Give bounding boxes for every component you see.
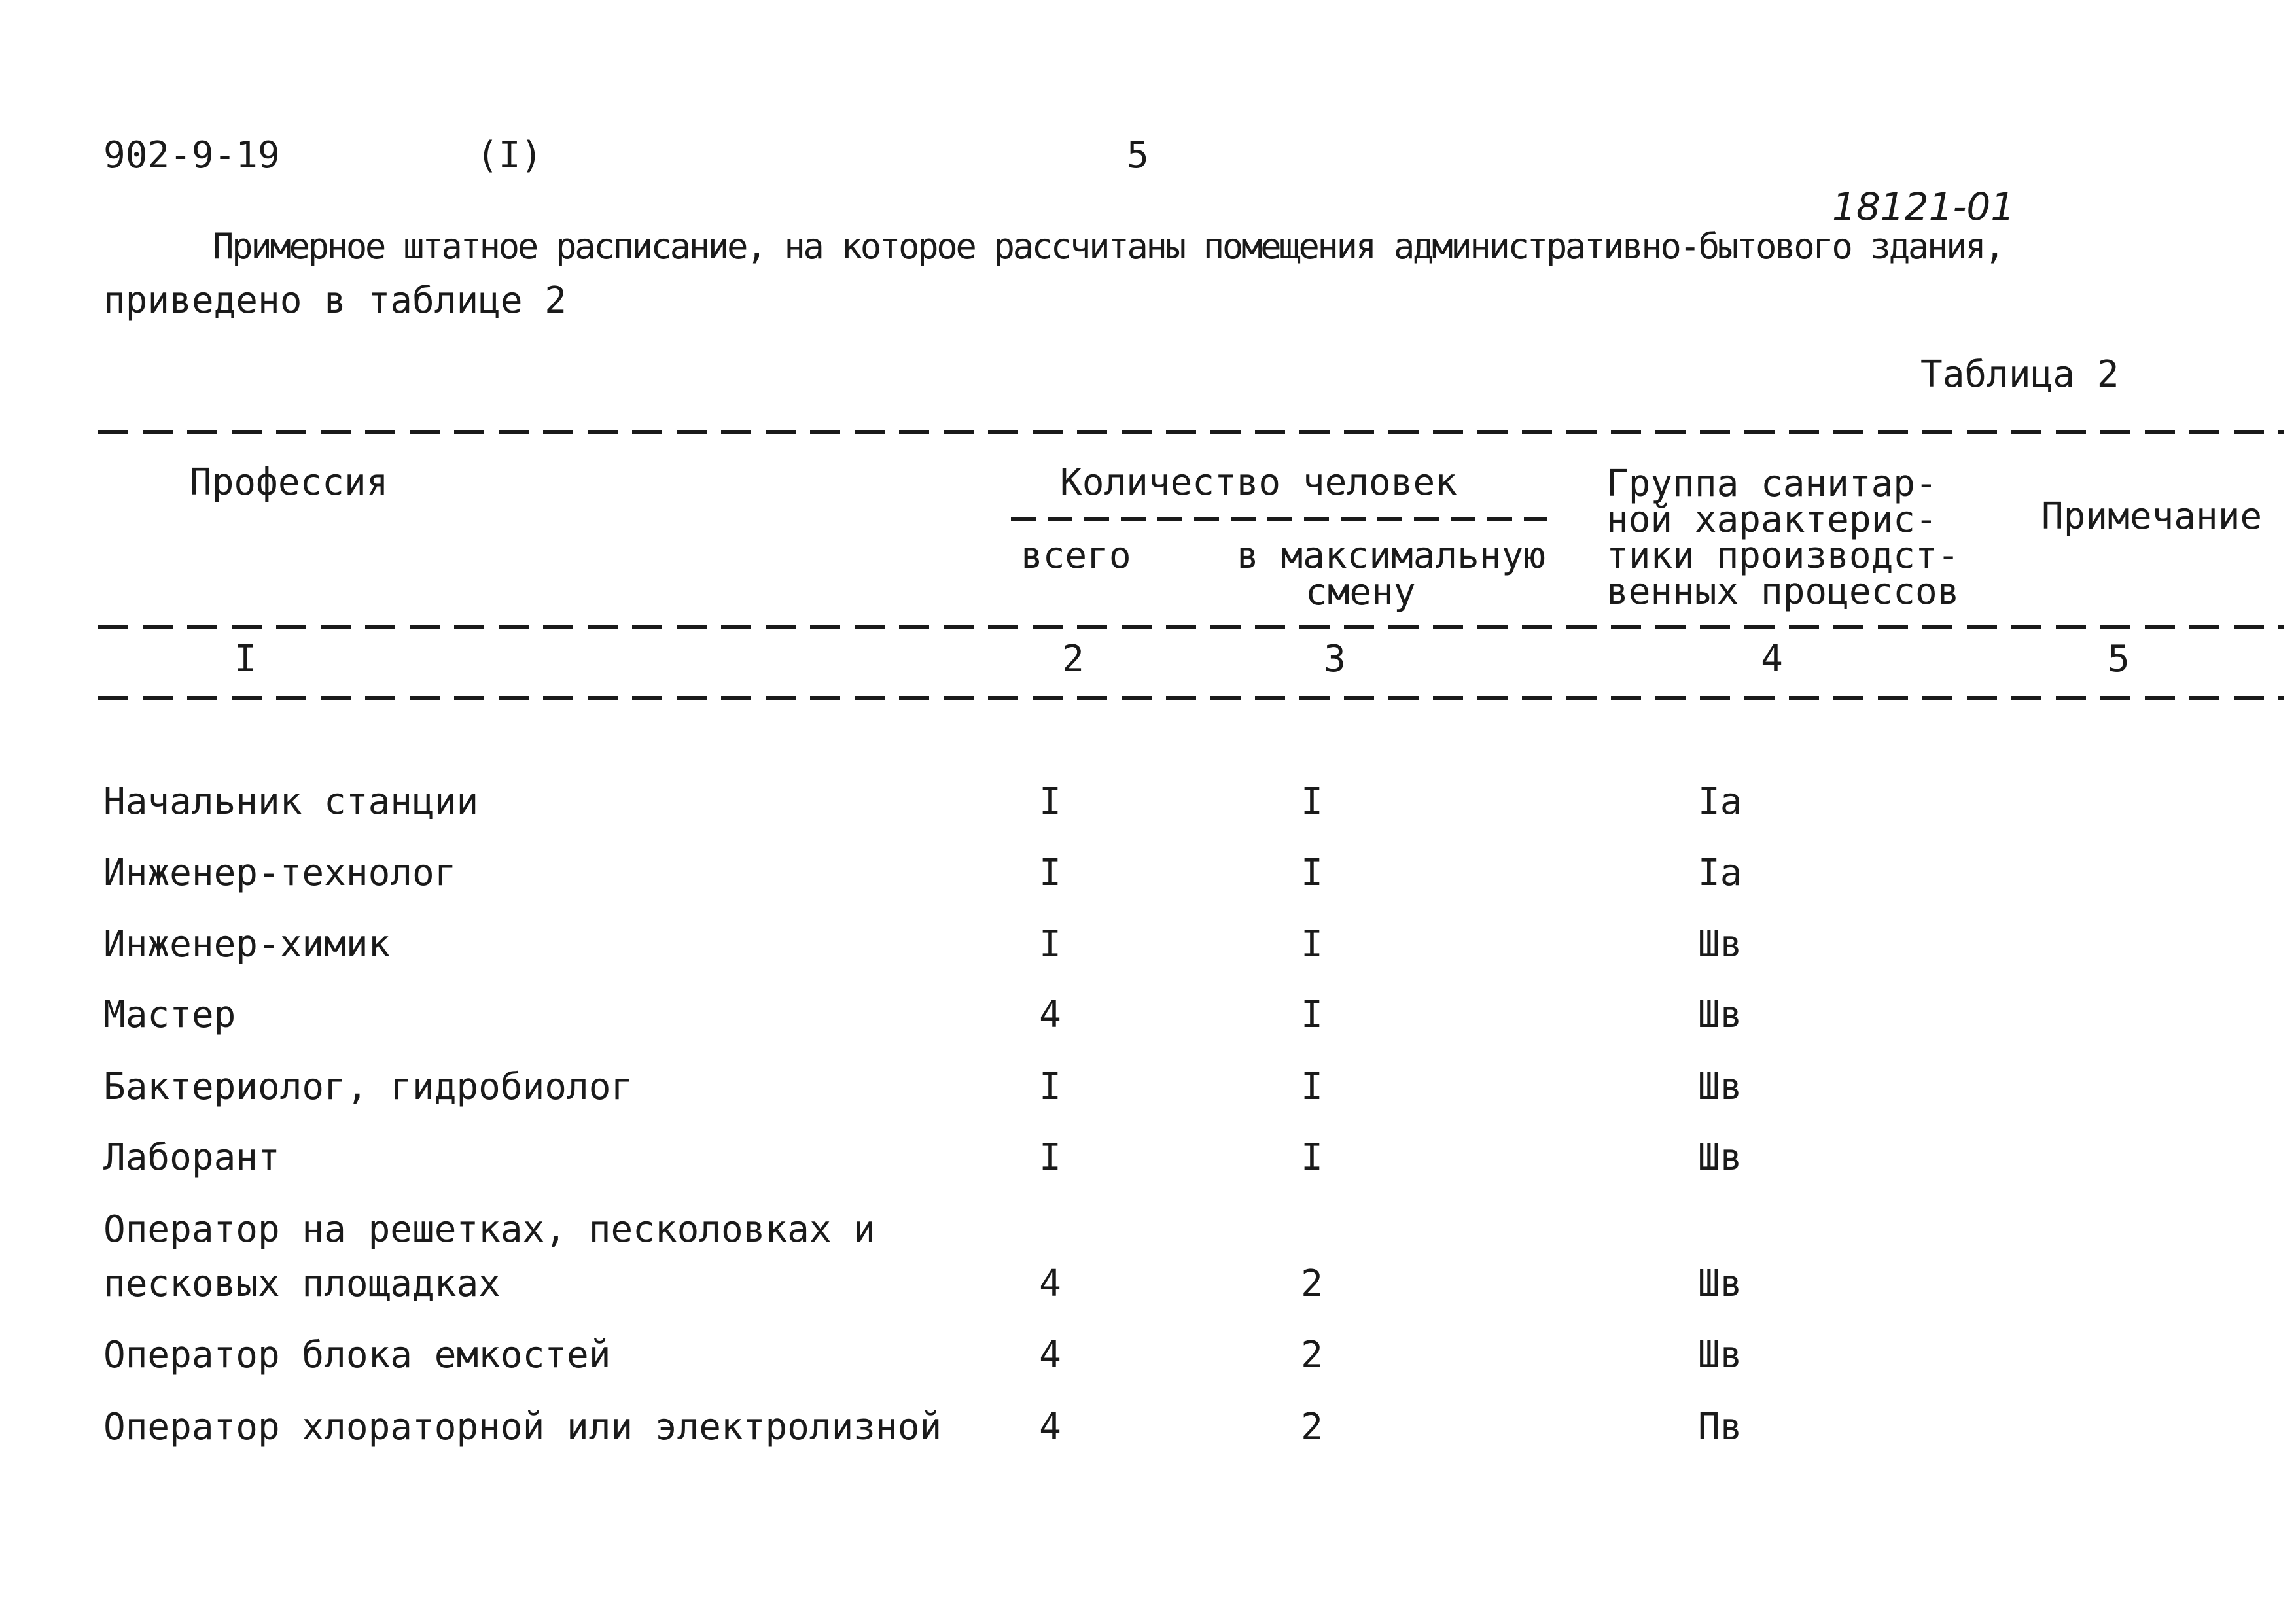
row-total: I bbox=[1039, 852, 1061, 894]
issue-number: (I) bbox=[476, 134, 543, 177]
row-total: 4 bbox=[1039, 994, 1061, 1036]
row-total: I bbox=[1039, 780, 1061, 823]
row-profession: Оператор блока емкостей bbox=[103, 1334, 611, 1376]
row-shift: I bbox=[1301, 994, 1323, 1036]
header-count-group: Количество человек bbox=[1060, 461, 1457, 504]
count-group-rule bbox=[1011, 517, 1547, 521]
page-number: 5 bbox=[1127, 134, 1149, 177]
row-total: 4 bbox=[1039, 1406, 1061, 1448]
row-group: Пв bbox=[1698, 1406, 1742, 1448]
table-top-rule bbox=[98, 430, 2284, 434]
row-shift: I bbox=[1301, 780, 1323, 823]
header-group-1: Группа санитар- bbox=[1606, 462, 1937, 505]
row-shift: 2 bbox=[1301, 1334, 1323, 1376]
intro-line-1: Примерное штатное расписание, на которое рассчитаны помещения административно-бытового здания, bbox=[213, 226, 2004, 267]
row-group: Шв bbox=[1698, 994, 1742, 1036]
row-profession-line-1: Оператор на решетках, песколовках и bbox=[103, 1208, 876, 1251]
doc-code: 902-9-19 bbox=[103, 134, 280, 177]
row-profession: песковых площадках bbox=[103, 1263, 501, 1305]
row-group: Шв bbox=[1698, 1334, 1742, 1376]
row-total: I bbox=[1039, 1066, 1061, 1108]
column-number-4: 4 bbox=[1761, 638, 1783, 680]
row-shift: I bbox=[1301, 1136, 1323, 1179]
row-profession: Мастер bbox=[103, 994, 236, 1036]
column-numbers-rule bbox=[98, 696, 2284, 700]
header-note: Примечание bbox=[2041, 495, 2263, 538]
row-shift: I bbox=[1301, 1066, 1323, 1108]
header-group-3: тики производст- bbox=[1606, 534, 1960, 577]
row-profession: Инженер-технолог bbox=[103, 852, 457, 894]
column-number-5: 5 bbox=[2108, 638, 2130, 680]
row-total: I bbox=[1039, 923, 1061, 966]
header-group-2: ной характерис- bbox=[1606, 498, 1937, 541]
row-profession: Инженер-химик bbox=[103, 923, 391, 966]
row-group: Iа bbox=[1698, 780, 1742, 823]
row-profession: Лаборант bbox=[103, 1136, 280, 1179]
header-bottom-rule bbox=[98, 625, 2284, 629]
column-number-2: 2 bbox=[1062, 638, 1084, 680]
header-group-4: венных процессов bbox=[1606, 570, 1960, 613]
row-total: 4 bbox=[1039, 1334, 1061, 1376]
row-total: I bbox=[1039, 1136, 1061, 1179]
row-group: Шв bbox=[1698, 1136, 1742, 1179]
row-shift: 2 bbox=[1301, 1263, 1323, 1305]
row-profession: Начальник станции bbox=[103, 780, 479, 823]
column-number-1: I bbox=[234, 638, 256, 680]
row-profession: Оператор хлораторной или электролизной bbox=[103, 1406, 942, 1448]
row-group: Iа bbox=[1698, 852, 1742, 894]
handwritten-number: 18121-01 bbox=[1832, 184, 2015, 229]
row-shift: I bbox=[1301, 923, 1323, 966]
row-group: Шв bbox=[1698, 923, 1742, 966]
header-max-shift-1: в максимальную bbox=[1237, 534, 1546, 577]
row-profession: Бактериолог, гидробиолог bbox=[103, 1066, 633, 1108]
header-max-shift-2: смену bbox=[1305, 571, 1416, 614]
row-shift: I bbox=[1301, 852, 1323, 894]
row-group: Шв bbox=[1698, 1263, 1742, 1305]
table-caption: Таблица 2 bbox=[1920, 353, 2119, 396]
intro-line-2: приведено в таблице 2 bbox=[103, 279, 567, 322]
row-group: Шв bbox=[1698, 1066, 1742, 1108]
column-number-3: 3 bbox=[1324, 638, 1346, 680]
header-profession: Профессия bbox=[190, 461, 389, 504]
row-shift: 2 bbox=[1301, 1406, 1323, 1448]
row-total: 4 bbox=[1039, 1263, 1061, 1305]
header-total: всего bbox=[1021, 534, 1131, 577]
